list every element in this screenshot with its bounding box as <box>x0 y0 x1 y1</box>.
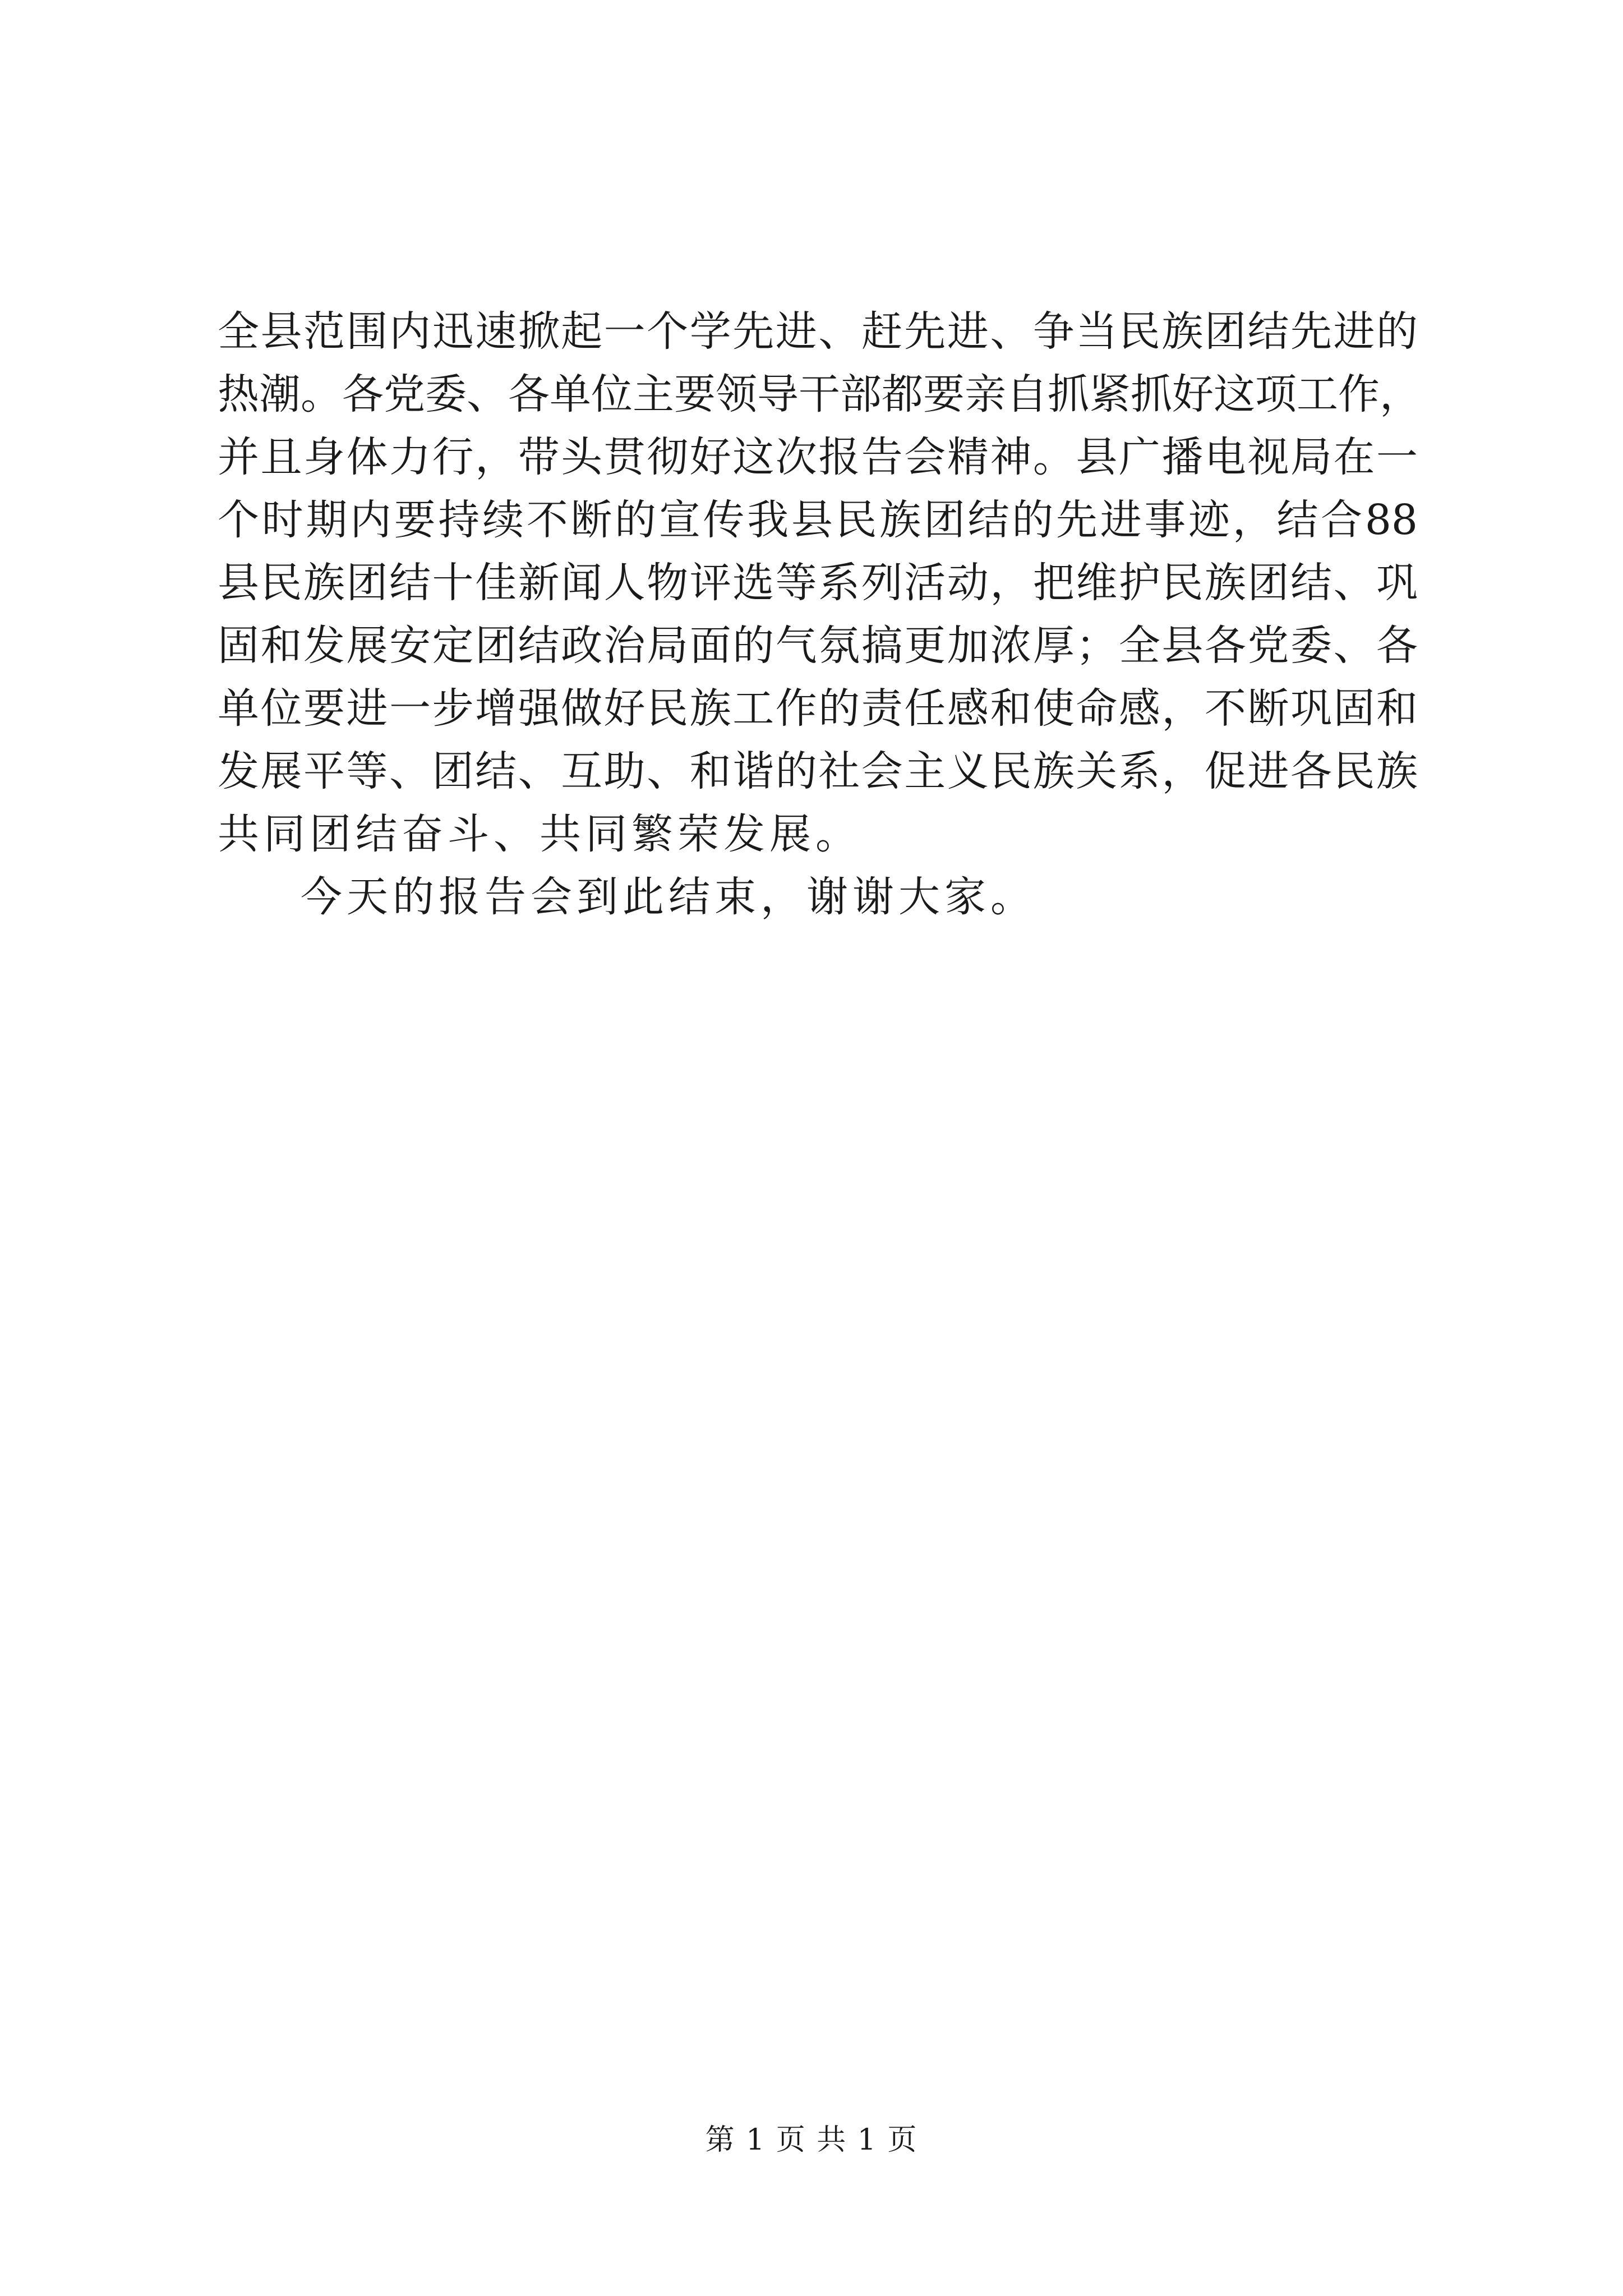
paragraph-line: 固和发展安定团结政治局面的气氛搞更加浓厚；全县各党委、各 <box>218 622 1418 670</box>
paragraph-line: 热潮。各党委、各单位主要领导干部都要亲自抓紧抓好这项工作， <box>218 370 1421 418</box>
paragraph-line: 个时期内要持续不断的宣传我县民族团结的先进事迹，结合88 <box>218 496 1418 544</box>
document-body <box>218 300 1421 928</box>
closing-paragraph: 今天的报告会到此结束，谢谢大家。 <box>301 873 1036 921</box>
paragraph-line: 共同团结奋斗、共同繁荣发展。 <box>218 810 861 858</box>
paragraph-line: 全县范围内迅速掀起一个学先进、赶先进、争当民族团结先进的 <box>218 307 1418 356</box>
paragraph-line: 发展平等、团结、互助、和谐的社会主义民族关系，促进各民族 <box>218 747 1418 795</box>
paragraph-line: 并且身体力行，带头贯彻好这次报告会精神。县广播电视局在一 <box>218 433 1418 481</box>
page-number-footer: 第 1 页 共 1 页 <box>705 2123 918 2157</box>
paragraph-line: 单位要进一步增强做好民族工作的责任感和使命感，不断巩固和 <box>218 684 1418 733</box>
paragraph-line: 县民族团结十佳新闻人物评选等系列活动，把维护民族团结、巩 <box>218 559 1418 607</box>
